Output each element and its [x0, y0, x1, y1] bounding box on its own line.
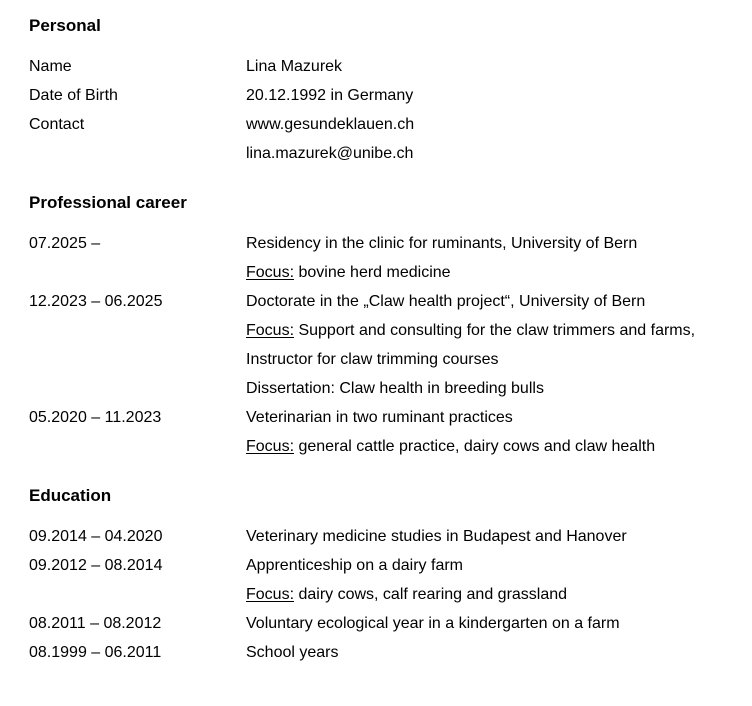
education-date: 08.2011 – 08.2012	[29, 615, 162, 632]
focus-label: Focus:	[246, 264, 295, 281]
career-focus-row	[0, 321, 752, 341]
career-date: 05.2020 – 11.2023	[29, 409, 162, 426]
education-text: School years	[246, 644, 339, 661]
career-entry	[0, 292, 752, 312]
focus-label: Focus:	[246, 322, 295, 339]
education-entry	[0, 643, 752, 663]
career-text: Doctorate in the „Claw health project“, University of Bern	[246, 293, 646, 310]
career-text: Residency in the clinic for ruminants, University of Bern	[246, 235, 638, 252]
career-detail: Instructor for claw trimming courses	[246, 351, 499, 368]
career-detail-row	[0, 350, 752, 370]
career-focus-row	[0, 437, 752, 457]
career-detail: Dissertation: Claw health in breeding bulls	[246, 380, 544, 397]
focus-text: Support and consulting for the claw trimmers and farms,	[294, 322, 696, 339]
focus-text: dairy cows, calf rearing and grassland	[294, 586, 568, 603]
education-text: Veterinary medicine studies in Budapest and Hanover	[246, 528, 627, 545]
career-date: 07.2025 –	[29, 235, 101, 252]
contact-row	[0, 115, 752, 135]
name-row	[0, 57, 752, 77]
focus-label: Focus:	[246, 438, 295, 455]
education-entry	[0, 527, 752, 547]
career-focus-row	[0, 263, 752, 283]
dob-row	[0, 86, 752, 106]
name-label: Name	[29, 58, 72, 75]
focus-label: Focus:	[246, 586, 295, 603]
website-link[interactable]: www.gesundeklauen.ch	[246, 116, 415, 133]
career-entry	[0, 234, 752, 254]
education-entry	[0, 614, 752, 634]
section-title-education: Education	[29, 486, 112, 505]
education-text: Apprenticeship on a dairy farm	[246, 557, 463, 574]
career-text: Veterinarian in two ruminant practices	[246, 409, 513, 426]
career-focus	[246, 263, 451, 283]
career-entry	[0, 408, 752, 428]
education-date: 09.2014 – 04.2020	[29, 528, 163, 545]
education-date: 08.1999 – 06.2011	[29, 644, 162, 661]
career-focus	[246, 321, 695, 341]
contact-label: Contact	[29, 116, 85, 133]
education-entry	[0, 556, 752, 576]
email-link[interactable]: lina.mazurek@unibe.ch	[246, 145, 414, 162]
email-row	[0, 144, 752, 164]
focus-text: bovine herd medicine	[294, 264, 451, 281]
education-date: 09.2012 – 08.2014	[29, 557, 163, 574]
name-value: Lina Mazurek	[246, 58, 343, 75]
career-detail-row	[0, 379, 752, 399]
section-title-career: Professional career	[29, 193, 187, 212]
education-focus-row	[0, 585, 752, 605]
dob-label: Date of Birth	[29, 87, 118, 104]
focus-text: general cattle practice, dairy cows and claw health	[294, 438, 656, 455]
dob-value: 20.12.1992 in Germany	[246, 87, 414, 104]
education-focus	[246, 585, 567, 605]
career-date: 12.2023 – 06.2025	[29, 293, 163, 310]
career-focus	[246, 437, 655, 457]
section-title-personal: Personal	[29, 16, 101, 35]
education-text: Voluntary ecological year in a kindergarten on a farm	[246, 615, 620, 632]
